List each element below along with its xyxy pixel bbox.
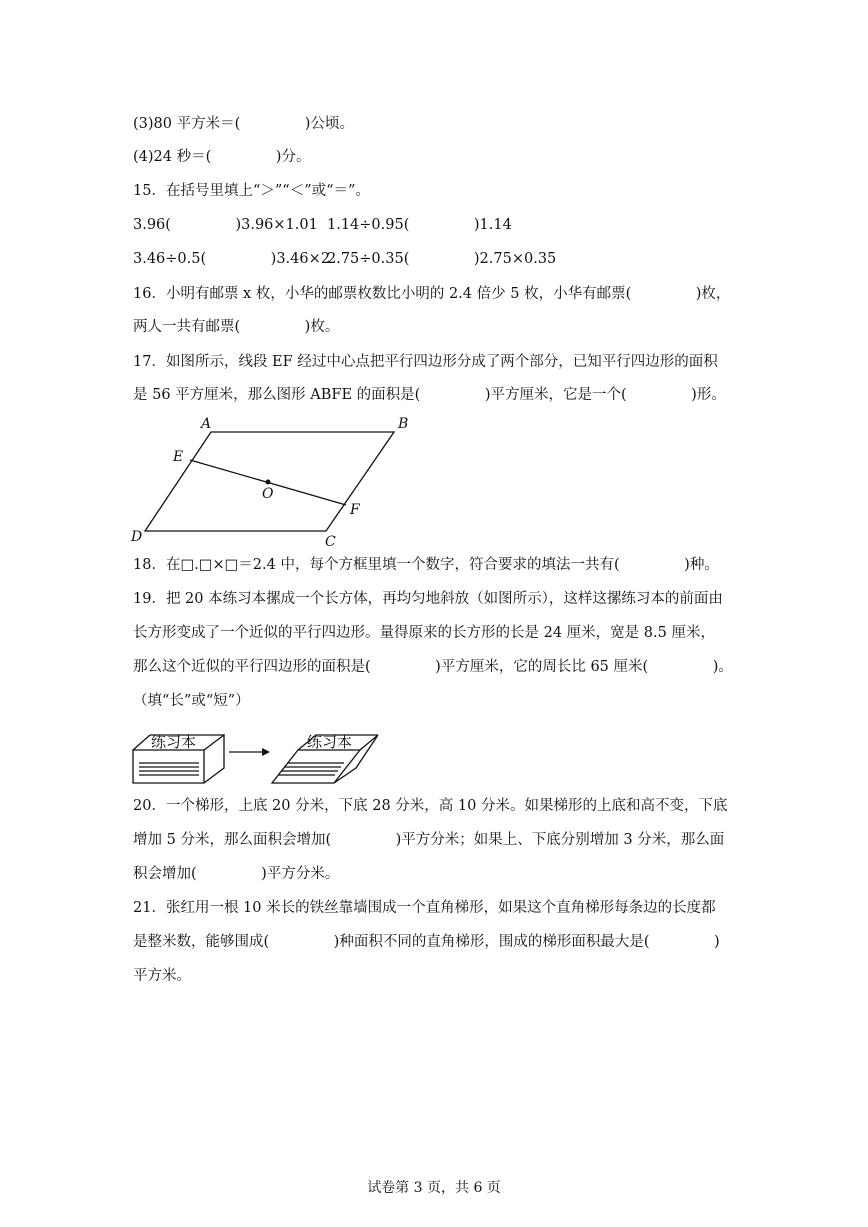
q15-item1: 3.96( )3.96×1.01	[133, 217, 318, 233]
book-label-right: 练习本	[307, 733, 353, 751]
label-f: F	[350, 502, 360, 518]
label-o: O	[262, 486, 274, 502]
q19-line2: 长方形变成了一个近似的平行四边形。量得原来的长方形的长是 24 厘米，宽是 8.5 厘米，	[133, 625, 715, 641]
page-footer: 试卷第 3 页，共 6 页	[367, 1180, 501, 1196]
q16-line1: 16．小明有邮票 x 枚，小华的邮票枚数比小明的 2.4 倍少 5 枚，小华有邮票( )枚，	[133, 286, 731, 302]
q19-line4: （填“长”或“短”）	[133, 693, 250, 709]
q21-line1: 21．张红用一根 10 米长的铁丝靠墙围成一个直角梯形，如果这个直角梯形每条边的长度都	[133, 900, 716, 916]
label-e: E	[173, 449, 184, 465]
q15-item2: 1.14÷0.95( )1.14	[327, 217, 512, 233]
label-a: A	[201, 416, 212, 432]
q19-line1: 19．把 20 本练习本摞成一个长方体，再均匀地斜放（如图所示），这样这摞练习本的前面由	[133, 591, 723, 607]
label-c: C	[325, 534, 336, 550]
q15-title: 15．在括号里填上“＞”“＜”或“＝”。	[133, 183, 370, 199]
label-d: D	[131, 529, 143, 545]
q20-line3: 积会增加( )平方分米。	[133, 866, 340, 882]
arrow-head-icon	[262, 748, 270, 756]
q14-part3: (3)80 平方米＝( )公顷。	[133, 116, 354, 132]
q18-line: 18．在□.□×□＝2.4 中，每个方框里填一个数字，符合要求的填法一共有( )种。	[133, 557, 719, 573]
q17-line1: 17．如图所示，线段 EF 经过中心点把平行四边形分成了两个部分，已知平行四边形的面积	[133, 354, 718, 370]
book-label-left: 练习本	[151, 733, 197, 751]
q20-line2: 增加 5 分米，那么面积会增加( )平方分米；如果上、下底分别增加 3 分米，那么面	[133, 832, 725, 848]
q15-item4: 2.75÷0.35( )2.75×0.35	[327, 251, 557, 267]
q17-line2: 是 56 平方厘米，那么图形 ABFE 的面积是( )平方厘米，它是一个( )形。	[133, 387, 726, 403]
q14-part4: (4)24 秒＝( )分。	[133, 149, 311, 165]
q15-item3: 3.46÷0.5( )3.46×2	[133, 251, 330, 267]
q19-line3: 那么这个近似的平行四边形的面积是( )平方厘米，它的周长比 65 厘米( )。	[133, 659, 733, 675]
q21-line2: 是整米数，能够围成( )种面积不同的直角梯形，围成的梯形面积最大是( )	[133, 934, 720, 950]
label-b: B	[398, 416, 409, 432]
q16-line2: 两人一共有邮票( )枚。	[133, 319, 340, 335]
q20-line1: 20．一个梯形，上底 20 分米，下底 28 分米，高 10 分米。如果梯形的上底和高不变，下底	[133, 798, 728, 814]
q21-line3: 平方米。	[133, 968, 191, 984]
